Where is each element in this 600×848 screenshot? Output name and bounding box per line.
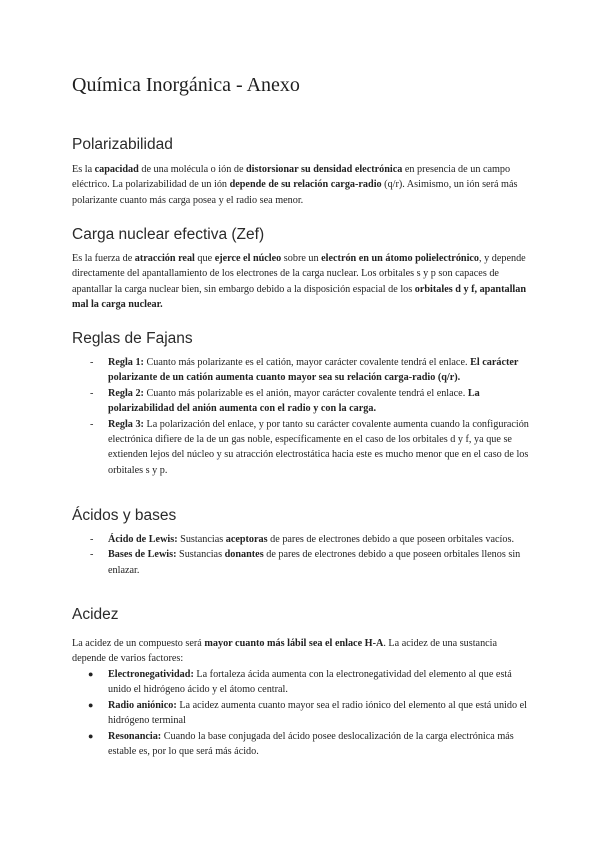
factor-label: Radio aniónico: [108, 699, 177, 711]
list-item [72, 729, 532, 760]
heading-acidez: Acidez [72, 606, 119, 623]
text-run: de pares de electrones debido a que poseen orbitales llenos sin enlazar. [108, 549, 521, 576]
text-run: Cuanto más polarizable es el anión, mayor carácter covalente tendrá el enlace. [143, 387, 468, 399]
text-run: , y depende directamente del apantallamiento de los electrones de la carga nuclear. Los orbitales s y p son capaces de apantallar la carga nuclear bien, sin embargo debido a la disposición espacial de los [72, 253, 526, 295]
text-run: Es la [72, 164, 95, 175]
bold-run: distorsionar su densidad electrónica [246, 164, 403, 175]
list-item [72, 698, 532, 729]
bold-run: atracción real [134, 253, 195, 264]
text-run: de pares de electrones debido a que poseen orbitales vacíos. [267, 534, 514, 545]
bold-run: ejerce el núcleo [214, 253, 282, 264]
list-item [72, 355, 532, 386]
acidez-factors-list [72, 667, 532, 759]
rule-label: Regla 1: [108, 357, 144, 368]
list-item [72, 532, 532, 547]
bullet-marker: ● [88, 699, 94, 710]
text-run: que [194, 253, 215, 264]
text-run: La fortaleza ácida aumenta con la electronegatividad del elemento al que está unido el hidrógeno ácido y el átomo central. [108, 669, 512, 696]
bullet-marker: ● [88, 669, 94, 679]
bold-run: donantes [224, 549, 264, 561]
text-run: (q/r). Asimismo, un ión será más polarizante cuanto más carga posea y el radio sea menor. [72, 179, 518, 206]
acidos-list [72, 532, 532, 578]
term-label: Ácido de Lewis: [108, 534, 178, 545]
rule-label: Regla 2: [108, 387, 144, 399]
factor-label: Electronegatividad: [108, 669, 194, 680]
bold-run: capacidad [94, 164, 139, 175]
bold-run: depende de su relación carga-radio [229, 179, 382, 191]
list-item [72, 667, 532, 698]
list-item [72, 547, 532, 578]
text-run: Cuando la base conjugada del ácido posee deslocalización de la carga electrónica más estable es, por lo que será más ácido. [108, 730, 514, 758]
paragraph-acidez [72, 636, 532, 667]
heading-zef: Carga nuclear efectiva (Zef) [72, 226, 265, 243]
text-run: La polarización del enlace, y por tanto su carácter covalente aumenta cuando la configuración electrónica difiere de la de un gas noble, específicamente en el caso de los orbitales d y f, ya que se extienden lejos del núcleo y su atracción electrostática hacia este es mucho menor que en el caso de los orbitales s y p. [108, 418, 529, 476]
text-run: en presencia de un campo eléctrico. La polarizabilidad de un ión [72, 164, 511, 191]
document-title: Química Inorgánica - Anexo [72, 74, 300, 96]
text-run: Cuanto más polarizante es el catión, mayor carácter covalente tendrá el enlace. [143, 357, 471, 368]
text-run: La acidez de un compuesto será [72, 638, 205, 649]
text-run: Sustancias [177, 534, 226, 545]
fajans-list [72, 355, 532, 478]
text-run: de una molécula o ión de [138, 164, 247, 175]
term-label: Bases de Lewis: [108, 549, 177, 561]
paragraph-zef [72, 251, 532, 313]
list-item [72, 386, 532, 417]
heading-polarizabilidad: Polarizabilidad [72, 136, 173, 153]
rule-label: Regla 3: [108, 418, 144, 430]
dash-marker: - [90, 418, 94, 430]
bold-run: mayor cuanto más lábil sea el enlace H-A [204, 638, 384, 649]
text-run: sobre un [281, 253, 322, 264]
dash-marker: - [90, 549, 94, 561]
text-run: Sustancias [176, 549, 225, 561]
bold-run: electrón en un átomo polielectrónico [321, 253, 480, 264]
factor-label: Resonancia: [108, 730, 162, 742]
text-run: . La acidez de una sustancia depende de varios factores: [72, 638, 498, 665]
dash-marker: - [90, 534, 94, 545]
dash-marker: - [90, 387, 94, 399]
text-run: Es la fuerza de [72, 253, 135, 264]
bold-run: El carácter polarizante de un catión aumenta cuanto mayor sea su relación carga-radio (q/r). [108, 357, 519, 384]
bold-run: aceptoras [225, 534, 268, 545]
bold-run: orbitales d y f, apantallan mal la carga nuclear. [72, 283, 526, 311]
list-item [72, 417, 532, 479]
heading-fajans: Reglas de Fajans [72, 330, 193, 347]
paragraph-polarizabilidad [72, 162, 532, 208]
dash-marker: - [90, 357, 94, 368]
text-run: La acidez aumenta cuanto mayor sea el radio iónico del elemento al que está unido el hidrógeno terminal [108, 699, 527, 727]
bullet-marker: ● [88, 730, 94, 741]
heading-acidos-bases: Ácidos y bases [72, 507, 177, 524]
bold-run: La polarizabilidad del anión aumenta con el radio y con la carga. [108, 387, 480, 415]
